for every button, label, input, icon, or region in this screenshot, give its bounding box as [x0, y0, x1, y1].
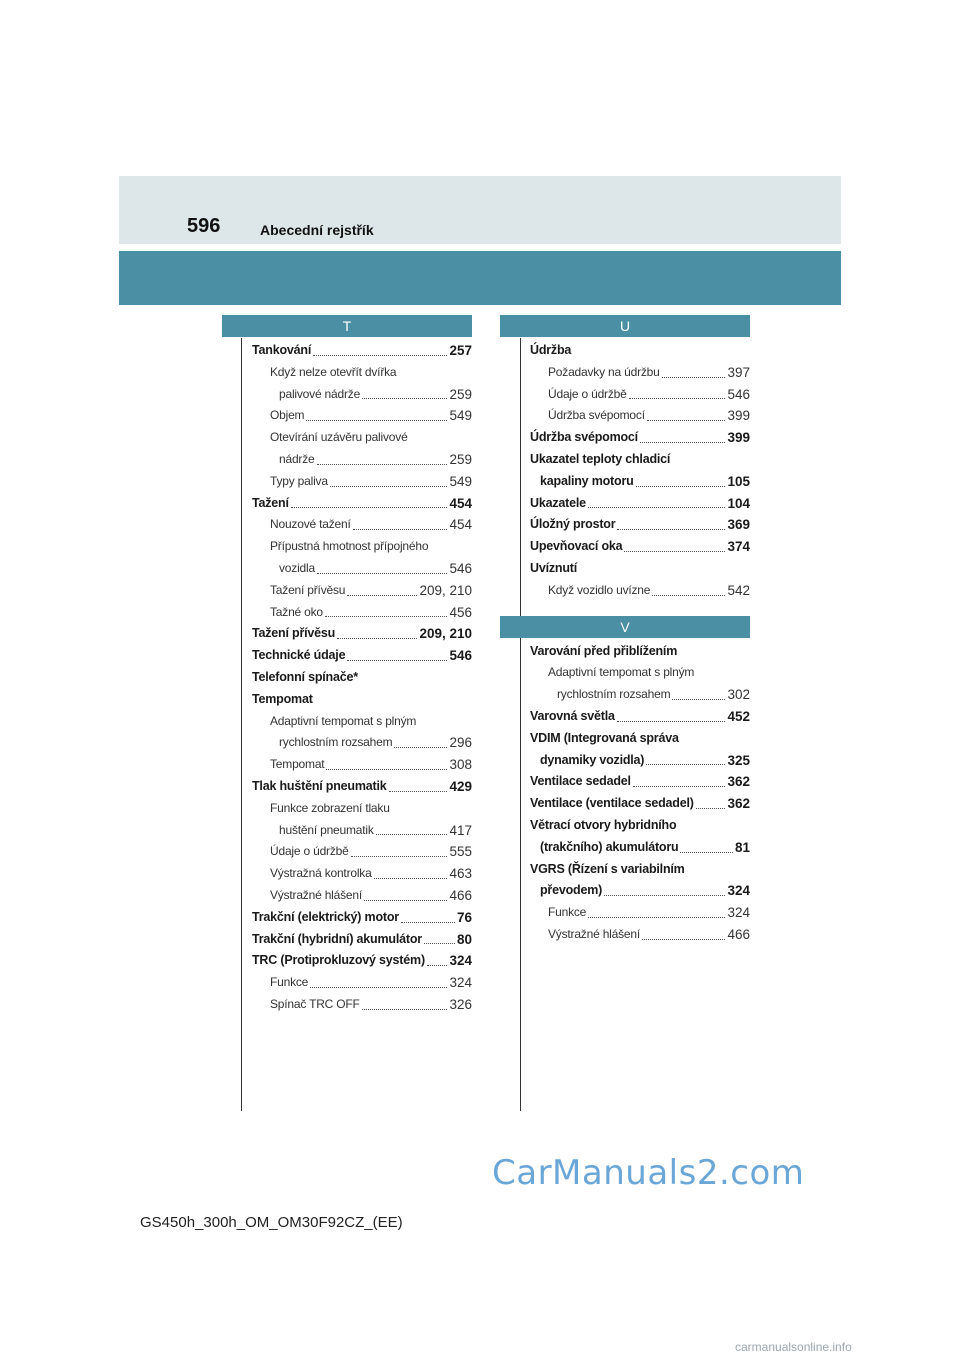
index-column-left [222, 315, 472, 1016]
leader-dots [347, 595, 417, 596]
entry-label: Požadavky na údržbu [548, 364, 660, 379]
entry-label: Adaptivní tempomat s plným [270, 713, 417, 728]
entry-label: Údržba svépomocí [530, 430, 638, 445]
index-entry [530, 837, 750, 859]
index-entry [530, 706, 750, 728]
entry-page: 326 [449, 996, 472, 1012]
entry-label: Výstražné hlášení [548, 926, 640, 941]
index-entry [530, 362, 750, 384]
index-entry [252, 340, 472, 362]
index-entry [252, 645, 472, 667]
entry-label: Funkce [548, 905, 587, 920]
entry-page: 542 [727, 582, 750, 598]
entry-label: VDIM (Integrovaná správa [530, 730, 679, 745]
leader-dots [652, 595, 725, 596]
leader-dots [351, 856, 448, 857]
leader-dots [617, 721, 726, 722]
index-entry [252, 994, 472, 1016]
entry-label: Ukazatele [530, 495, 586, 510]
index-entry [252, 907, 472, 929]
leader-dots [588, 917, 725, 918]
entry-label: rychlostním rozsahem [557, 687, 671, 702]
index-entry [252, 667, 472, 689]
document-code: GS450h_300h_OM_OM30F92CZ_(EE) [140, 1214, 403, 1231]
index-entry [530, 662, 750, 684]
leader-dots [662, 377, 726, 378]
leader-dots [291, 507, 448, 508]
index-entry [252, 732, 472, 754]
index-entry [252, 514, 472, 536]
index-entry [530, 815, 750, 837]
index-entry [252, 754, 472, 776]
entry-page: 555 [449, 844, 472, 860]
letter-heading-u: U [500, 315, 750, 337]
index-entry [530, 340, 750, 362]
index-entry [530, 924, 750, 946]
index-entry [252, 798, 472, 820]
section-title: Abecední rejstřík [260, 222, 374, 238]
entry-page: 209, 210 [419, 582, 472, 598]
leader-dots [306, 420, 447, 421]
entry-label: vozidla [279, 560, 315, 575]
index-entry [530, 728, 750, 750]
entry-page: 546 [449, 648, 472, 664]
entry-label: Tlak huštění pneumatik [252, 778, 387, 793]
entry-label: palivové nádrže [279, 386, 361, 401]
leader-dots [310, 987, 447, 988]
entry-list-u [500, 340, 750, 602]
index-entry [530, 536, 750, 558]
entry-label: Ventilace sedadel [530, 774, 631, 789]
entry-label: Když nelze otevřít dvířka [270, 364, 397, 379]
leader-dots [364, 900, 447, 901]
index-entry [252, 558, 472, 580]
index-entry [252, 689, 472, 711]
entry-label: Údaje o údržbě [270, 844, 349, 859]
leader-dots [317, 464, 448, 465]
entry-label: Tažení přívěsu [252, 626, 336, 641]
index-entry [530, 641, 750, 663]
leader-dots [347, 660, 447, 661]
entry-label: Údaje o údržbě [548, 386, 627, 401]
leader-dots [362, 398, 447, 399]
entry-page: 466 [727, 926, 750, 942]
index-entry [252, 493, 472, 515]
leader-dots [636, 486, 726, 487]
entry-page: 463 [449, 866, 472, 882]
leader-dots [640, 442, 726, 443]
leader-dots [353, 529, 448, 530]
index-entry [530, 449, 750, 471]
entry-page: 105 [727, 473, 750, 489]
entry-list-t [222, 340, 472, 1016]
entry-page: 209, 210 [419, 626, 472, 642]
entry-label: Výstražná kontrolka [270, 866, 372, 881]
leader-dots [374, 878, 448, 879]
leader-dots [629, 398, 726, 399]
entry-label: Ventilace (ventilace sedadel) [530, 796, 694, 811]
entry-page: 324 [449, 953, 472, 969]
index-column-right [500, 315, 750, 946]
entry-label: rychlostním rozsahem [279, 735, 393, 750]
index-entry [252, 405, 472, 427]
leader-dots [394, 747, 447, 748]
entry-page: 259 [449, 451, 472, 467]
watermark-corner: carmanualsonline.info [735, 1340, 852, 1354]
leader-dots [376, 834, 448, 835]
entry-page: 362 [727, 796, 750, 812]
entry-page: 259 [449, 386, 472, 402]
leader-dots [647, 420, 726, 421]
entry-page: 374 [727, 539, 750, 555]
entry-label: převodem) [540, 883, 603, 898]
entry-label: Přípustná hmotnost přípojného [270, 539, 429, 554]
entry-label: Větrací otvory hybridního [530, 817, 677, 832]
entry-label: Nouzové tažení [270, 517, 351, 532]
entry-page: 76 [456, 909, 472, 925]
entry-page: 81 [734, 839, 750, 855]
entry-page: 549 [449, 408, 472, 424]
watermark-logo: CarManuals2.com [492, 1153, 805, 1193]
entry-page: 454 [449, 495, 472, 511]
entry-label: Trakční (elektrický) motor [252, 909, 399, 924]
index-entry [252, 449, 472, 471]
entry-label: (trakčního) akumulátoru [540, 839, 679, 854]
index-entry [252, 841, 472, 863]
entry-page: 324 [449, 975, 472, 991]
entry-list-v [500, 641, 750, 946]
leader-dots [424, 943, 455, 944]
entry-page: 399 [727, 430, 750, 446]
entry-page: 104 [727, 495, 750, 511]
leader-dots [672, 699, 725, 700]
entry-label: Tempomat [252, 691, 313, 706]
index-entry [530, 902, 750, 924]
index-entry [530, 880, 750, 902]
index-entry [252, 711, 472, 733]
index-entry [530, 493, 750, 515]
entry-label: Funkce [270, 975, 309, 990]
leader-dots [325, 616, 448, 617]
leader-dots [427, 965, 448, 966]
entry-label: Údržba [530, 343, 572, 357]
index-entry [252, 972, 472, 994]
entry-label: Spínač TRC OFF [270, 996, 360, 1011]
leader-dots [401, 922, 455, 923]
index-entry [530, 384, 750, 406]
entry-page: 257 [449, 343, 472, 358]
entry-label: TRC (Protiprokluzový systém) [252, 953, 425, 968]
entry-label: Technické údaje [252, 648, 346, 663]
entry-label: Výstražné hlášení [270, 887, 362, 902]
entry-label: VGRS (Řízení s variabilním [530, 861, 685, 876]
index-entry [252, 580, 472, 602]
entry-label: Údržba svépomocí [548, 408, 645, 423]
entry-page: 546 [727, 386, 750, 402]
leader-dots [624, 551, 725, 552]
entry-page: 324 [727, 883, 750, 899]
entry-label: Telefonní spínače* [252, 669, 358, 684]
leader-dots [617, 529, 725, 530]
index-entry [530, 859, 750, 881]
index-entry [252, 929, 472, 951]
entry-label: Ukazatel teploty chladicí [530, 451, 671, 466]
entry-page: 324 [727, 905, 750, 921]
entry-page: 456 [449, 604, 472, 620]
entry-label: Tempomat [270, 757, 325, 772]
leader-dots [326, 769, 447, 770]
index-entry [252, 863, 472, 885]
leader-dots [330, 486, 448, 487]
entry-page: 399 [727, 408, 750, 424]
entry-page: 546 [449, 560, 472, 576]
entry-page: 302 [727, 687, 750, 703]
entry-page: 325 [727, 752, 750, 768]
entry-label: Tankování [252, 343, 312, 357]
entry-page: 362 [727, 774, 750, 790]
entry-label: Upevňovací oka [530, 539, 623, 554]
entry-page: 452 [727, 708, 750, 724]
index-entry [530, 750, 750, 772]
index-entry [252, 427, 472, 449]
index-entry [252, 776, 472, 798]
index-entry [530, 684, 750, 706]
entry-page: 397 [727, 364, 750, 380]
leader-dots [389, 791, 448, 792]
index-entry [252, 820, 472, 842]
entry-label: Tažné oko [270, 604, 323, 619]
index-entry [530, 771, 750, 793]
leader-dots [604, 895, 725, 896]
entry-label: Trakční (hybridní) akumulátor [252, 931, 422, 946]
index-entry [252, 623, 472, 645]
entry-label: kapaliny motoru [540, 473, 634, 488]
index-entry [252, 536, 472, 558]
letter-heading-t: T [222, 315, 472, 337]
entry-label: Když vozidlo uvízne [548, 582, 651, 597]
index-entry [530, 580, 750, 602]
leader-dots [313, 355, 447, 356]
entry-page: 466 [449, 887, 472, 903]
entry-label: Otevírání uzávěru palivové [270, 430, 408, 445]
entry-page: 549 [449, 473, 472, 489]
leader-dots [362, 1009, 448, 1010]
entry-page: 429 [449, 778, 472, 794]
entry-label: Úložný prostor [530, 517, 616, 532]
index-entry [530, 514, 750, 536]
entry-label: Tažení [252, 495, 289, 510]
leader-dots [696, 808, 726, 809]
header-band [119, 176, 841, 244]
index-entry [530, 558, 750, 580]
index-entry [252, 471, 472, 493]
entry-label: huštění pneumatik [279, 822, 374, 837]
entry-label: Objem [270, 408, 305, 423]
entry-page: 454 [449, 517, 472, 533]
entry-page: 80 [456, 931, 472, 947]
entry-label: Varování před přiblížením [530, 643, 678, 658]
index-entry [252, 384, 472, 406]
leader-dots [337, 638, 417, 639]
leader-dots [317, 573, 448, 574]
entry-page: 369 [727, 517, 750, 533]
index-entry [252, 362, 472, 384]
index-entry [530, 427, 750, 449]
entry-page: 308 [449, 757, 472, 773]
leader-dots [633, 786, 726, 787]
leader-dots [588, 507, 726, 508]
index-entry [252, 950, 472, 972]
letter-heading-v: V [500, 616, 750, 638]
section-banner [119, 251, 841, 305]
entry-label: nádrže [279, 451, 315, 466]
index-entry [252, 885, 472, 907]
entry-label: Typy paliva [270, 473, 328, 488]
leader-dots [646, 764, 725, 765]
index-entry [530, 405, 750, 427]
entry-label: Funkce zobrazení tlaku [270, 800, 390, 815]
index-entry [530, 793, 750, 815]
entry-page: 296 [449, 735, 472, 751]
leader-dots [642, 939, 725, 940]
index-entry [252, 602, 472, 624]
entry-page: 417 [449, 822, 472, 838]
entry-label: dynamiky vozidla) [540, 752, 645, 767]
entry-label: Tažení přívěsu [270, 582, 346, 597]
entry-label: Uvíznutí [530, 560, 578, 575]
page-number: 596 [187, 215, 221, 237]
entry-label: Varovná světla [530, 708, 615, 723]
entry-label: Adaptivní tempomat s plným [548, 665, 695, 680]
index-entry [530, 471, 750, 493]
leader-dots [680, 852, 732, 853]
